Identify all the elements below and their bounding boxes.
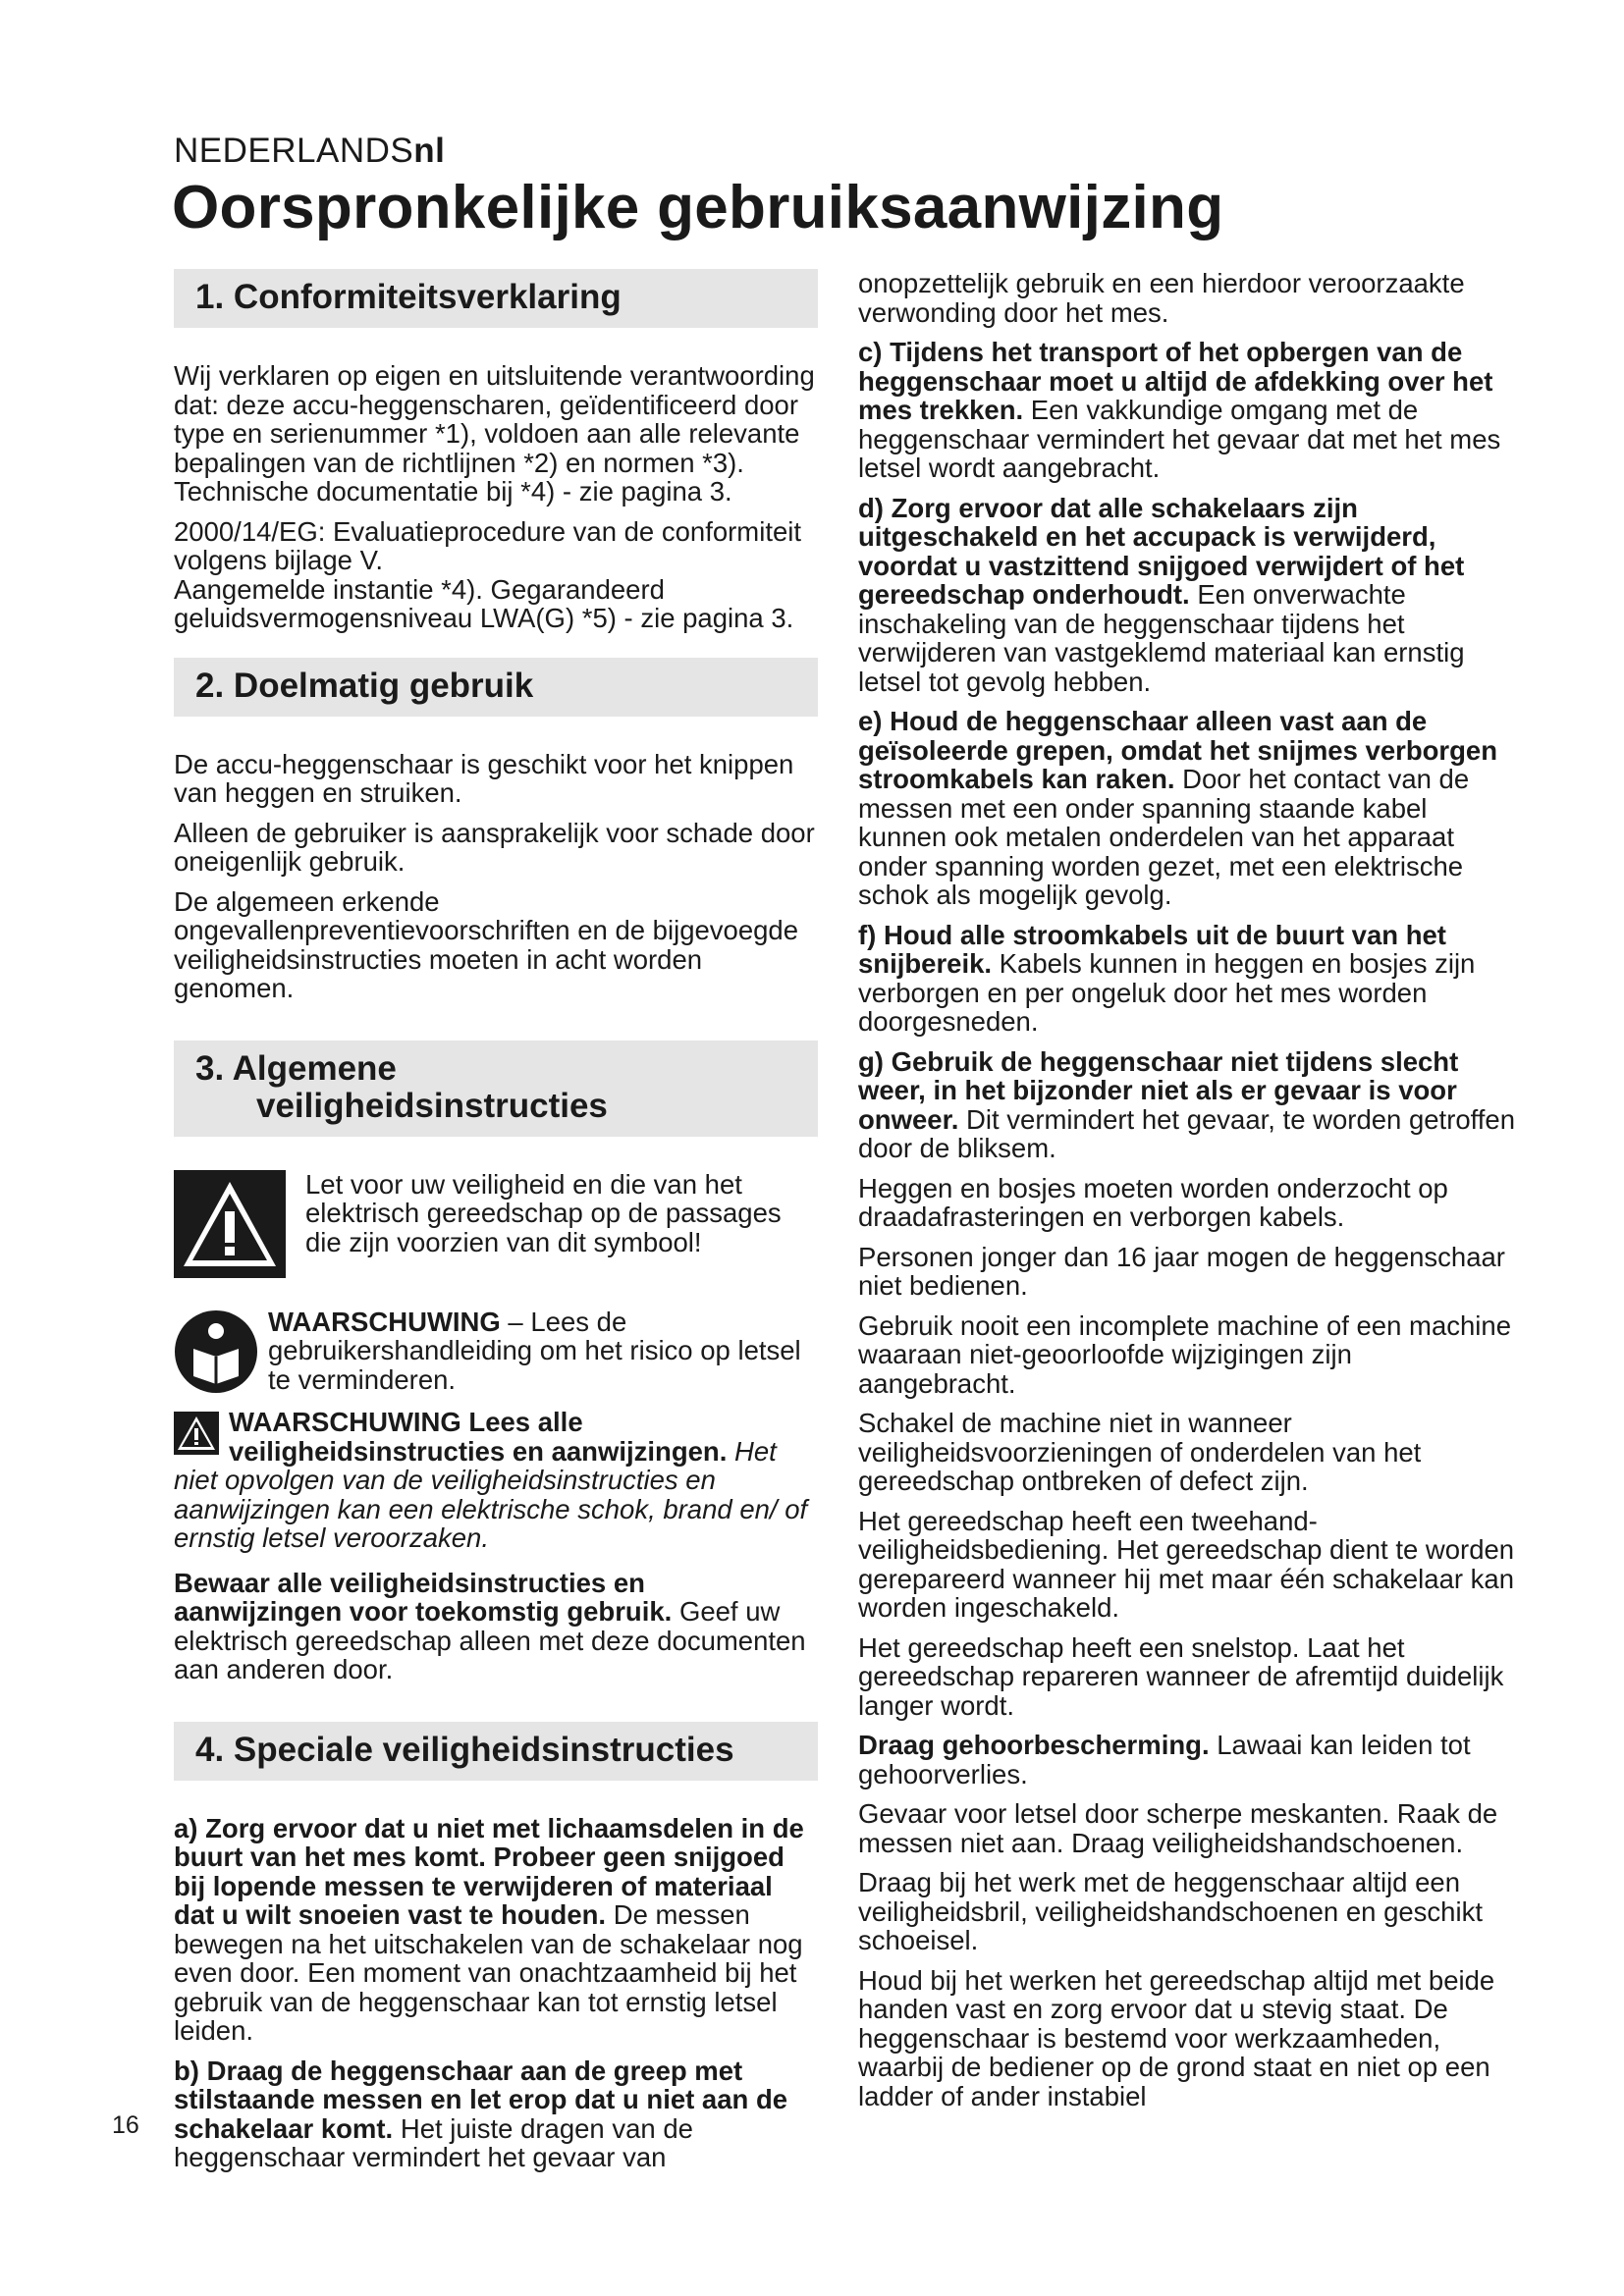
language-name: NEDERLANDS — [174, 132, 414, 170]
symbol-note-block — [174, 1170, 818, 1278]
manual-warning-block — [174, 1308, 818, 1395]
intended-use-paragraph-1: De accu-heggenschaar is geschikt voor het knippen van heggen en struiken. — [174, 748, 794, 808]
keep-instructions-body: Geef uw elektrisch gereedschap alleen met deze documenten aan anderen door. — [174, 1596, 806, 1684]
read-all-warning — [174, 1408, 818, 1553]
safety-item-f-bold: f) Houd alle stroomkabels uit de buurt van het snijbereik. — [858, 919, 1446, 979]
manual-warning-text — [268, 1308, 818, 1395]
safety-item-e — [858, 707, 1516, 910]
two-hand-control: Het gereedschap heeft een tweehand-veiligheidsbediening. Het gereedschap dient te worden gerepareerd wanneer hij met maar één schakelaar kan worden ingeschakeld. — [858, 1505, 1515, 1623]
conformity-paragraph: Wij verklaren op eigen en uitsluitende verantwoording dat: deze accu-heggenscharen, geïdentificeerd door type en serienummer *1), voldoen aan alle relevante bepalingen van de richtlijnen *2) en normen *3). Technische documentatie bij *4) - zie pagina 3. — [174, 360, 815, 507]
read-all-warning-bold: WAARSCHUWING Lees alle veiligheidsinstructies en aanwijzingen. — [229, 1407, 728, 1467]
safety-devices: Schakel de machine niet in wanneer veiligheidsvoorzieningen of onderdelen van het gereedschap ontbreken of defect zijn. — [858, 1408, 1422, 1496]
safety-item-f — [858, 921, 1516, 1037]
manual-warning-label: WAARSCHUWING — [268, 1306, 501, 1337]
safety-item-d — [858, 494, 1516, 697]
manual-warning-body: – Lees de gebruikershandleiding om het risico op letsel te verminderen. — [268, 1306, 801, 1395]
safety-item-f-body: Kabels kunnen in heggen en bosjes zijn verborgen en per ongeluk door het mes worden doorgesneden. — [858, 948, 1476, 1037]
safety-item-b-continued: onopzettelijk gebruik en een hierdoor veroorzaakte verwonding door het mes. — [858, 268, 1465, 328]
hedges-check: Heggen en bosjes moeten worden onderzocht op draadafrasteringen en verborgen kabels. — [858, 1172, 1448, 1232]
conformity-procedure: 2000/14/EG: Evaluatieprocedure van de conformiteit volgens bijlage V. — [174, 515, 801, 575]
section-heading-conformity: 1. Conformiteitsverklaring — [174, 269, 818, 328]
safety-item-g-bold: g) Gebruik de heggenschaar niet tijdens slecht weer, in het bijzonder niet als er gevaar is voor onweer. — [858, 1045, 1459, 1135]
incomplete-machine: Gebruik nooit een incomplete machine of een machine waaraan niet-geoorloofde wijzigingen zijn aangebracht. — [858, 1309, 1511, 1399]
intended-use-paragraph-3: De algemeen erkende ongevallenpreventievoorschriften en de bijgevoegde veiligheidsinstructies moeten in acht worden genomen. — [174, 885, 799, 1003]
safety-item-a — [174, 1814, 818, 2046]
section-heading-general-safety-line2: veiligheidsinstructies — [256, 1086, 608, 1125]
safety-item-g-body: Dit vermindert het gevaar, te worden getroffen door de bliksem. — [858, 1103, 1516, 1163]
section-heading-special-safety: 4. Speciale veiligheidsinstructies — [174, 1722, 818, 1781]
safety-item-d-bold: d) Zorg ervoor dat alle schakelaars zijn uitgeschakeld en het accupack is verwijderd, voordat u vastzittend snijgoed verwijdert of het gereedschap onderhoudt. — [858, 492, 1465, 610]
hearing-protection — [858, 1731, 1516, 1789]
section-heading-intended-use: 2. Doelmatig gebruik — [174, 658, 818, 717]
safety-item-c-bold: c) Tijdens het transport of het opbergen van de heggenschaar moet u altijd de afdekking over het mes trekken. — [858, 337, 1493, 425]
protective-gear: Draag bij het werk met de heggenschaar altijd een veiligheidsbril, veiligheidshandschoenen en geschikt schoeisel. — [858, 1867, 1483, 1955]
two-hands-stance: Houd bij het werken het gereedschap altijd met beide handen vast en zorg ervoor dat u stevig staat. De heggenschaar is bestemd voor werkzaamheden, waarbij de bediener op de grond staat en niet op een ladder of ander instabiel — [858, 1964, 1495, 2111]
page-number: 16 — [112, 2111, 139, 2139]
read-manual-icon — [174, 1309, 258, 1394]
warning-triangle-icon — [174, 1170, 286, 1278]
safety-item-a-bold: a) Zorg ervoor dat u niet met lichaamsdelen in de buurt van het mes komt. Probeer geen snijgoed bij lopende messen te verwijderen of materiaal dat u wilt snoeien vast te houden. — [174, 1812, 804, 1930]
hearing-protection-bold: Draag gehoorbescherming. — [858, 1730, 1210, 1760]
page-title: Oorspronkelijke gebruiksaanwijzing — [172, 174, 1224, 241]
keep-instructions — [174, 1569, 818, 1684]
safety-item-c — [858, 338, 1516, 483]
warning-triangle-icon — [174, 1412, 219, 1455]
hearing-protection-body: Lawaai kan leiden tot gehoorverlies. — [858, 1730, 1471, 1789]
safety-item-g — [858, 1047, 1516, 1163]
language-header — [174, 132, 445, 171]
safety-item-a-body: De messen bewegen na het uitschakelen van de schakelaar nog even door. Een moment van onachtzaamheid bij het gebruik van de heggenschaar kan tot ernstig letsel leiden. — [174, 1899, 803, 2046]
keep-instructions-bold: Bewaar alle veiligheidsinstructies en aanwijzingen voor toekomstig gebruik. — [174, 1567, 673, 1627]
section-heading-general-safety-line1: 3. Algemene — [195, 1048, 397, 1088]
conformity-notified-body: Aangemelde instantie *4). Gegarandeerd geluidsvermogensniveau LWA(G) *5) - zie pagina 3. — [174, 573, 794, 633]
language-code: nl — [413, 132, 446, 170]
safety-item-e-body: Door het contact van de messen met een onder spanning staande kabel kunnen ook metalen onderdelen van het apparaat onder spanning worden gezet, met een elektrische schok als mogelijk gevolg. — [858, 764, 1470, 910]
safety-item-e-bold: e) Houd de heggenschaar alleen vast aan de geïsoleerde grepen, omdat het snijmes verborgen stroomkabels kan raken. — [858, 706, 1498, 794]
symbol-note-text: Let voor uw veiligheid en die van het elektrisch gereedschap op de passages die zijn voorzien van dit symbool! — [305, 1168, 782, 1257]
left-column — [174, 269, 818, 2183]
safety-item-b-body-part1: Het juiste dragen van de heggenschaar vermindert het gevaar van — [174, 2112, 693, 2172]
safety-item-b — [174, 2056, 818, 2172]
right-column — [858, 269, 1516, 2121]
intended-use-paragraph-2: Alleen de gebruiker is aansprakelijk voor schade door oneigenlijk gebruik. — [174, 817, 815, 877]
age-restriction: Personen jonger dan 16 jaar mogen de heggenschaar niet bedienen. — [858, 1241, 1505, 1301]
safety-item-c-body: Een vakkundige omgang met de heggenschaar vermindert het gevaar dat met het mes letsel wordt aangebracht. — [858, 395, 1501, 483]
safety-item-b-bold: b) Draag de heggenschaar aan de greep met stilstaande messen en let erop dat u niet aan de schakelaar komt. — [174, 2055, 788, 2144]
safety-item-d-body: Een onverwachte inschakeling van de heggenschaar tijdens het verwijderen van vastgeklemd materiaal kan ernstig letsel tot gevolg hebben. — [858, 579, 1465, 697]
quick-stop: Het gereedschap heeft een snelstop. Laat het gereedschap repareren wanneer de afremtijd duidelijk langer wordt. — [858, 1631, 1504, 1721]
section-heading-general-safety — [174, 1041, 818, 1137]
sharp-blades: Gevaar voor letsel door scherpe meskanten. Raak de messen niet aan. Draag veiligheidshandschoenen. — [858, 1798, 1498, 1858]
read-all-warning-italic: Het niet opvolgen van de veiligheidsinstructies en aanwijzingen kan een elektrische schok, brand en/ of ernstig letsel veroorzaken. — [174, 1435, 808, 1553]
